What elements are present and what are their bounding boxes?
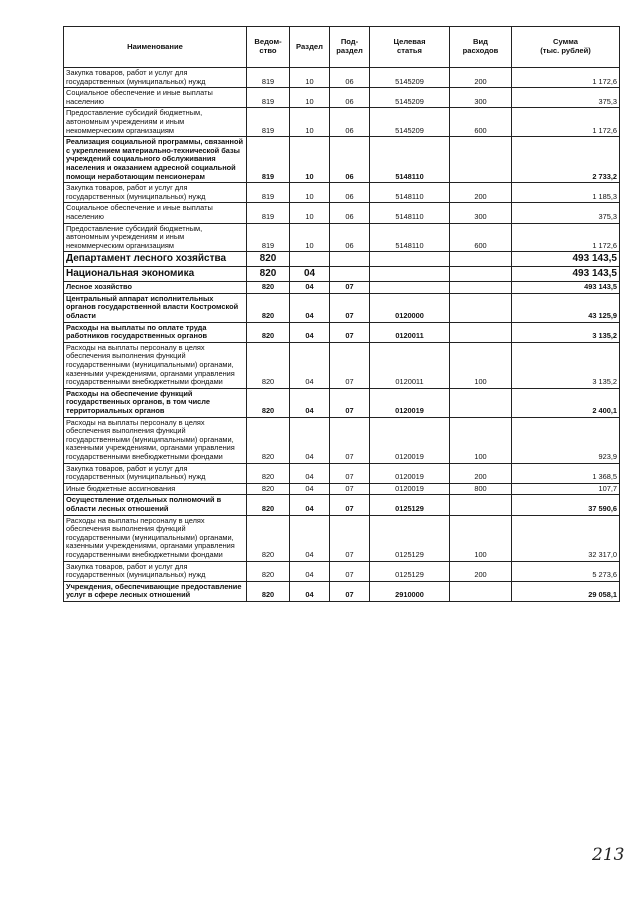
table-row: [64, 137, 620, 183]
cell-name: Закупка товаров, работ и услуг для государственных (муниципальных) нужд: [64, 183, 247, 203]
cell-expense: 200: [450, 463, 512, 483]
cell-dept: 819: [247, 108, 290, 137]
cell-subsection: 07: [330, 581, 370, 601]
cell-target: 5148110: [370, 137, 450, 183]
cell-target: 0125129: [370, 515, 450, 561]
cell-target: 0120011: [370, 322, 450, 342]
cell-dept: 819: [247, 223, 290, 252]
cell-section: 10: [290, 137, 330, 183]
table-row: [64, 515, 620, 561]
cell-expense: [450, 581, 512, 601]
cell-target: 5145209: [370, 88, 450, 108]
cell-sum: 5 273,6: [512, 561, 620, 581]
cell-section: 10: [290, 108, 330, 137]
table-row: [64, 342, 620, 388]
cell-section: 04: [290, 463, 330, 483]
cell-expense: 300: [450, 203, 512, 223]
cell-dept: 820: [247, 282, 290, 294]
header-name: Наименование: [64, 27, 247, 68]
cell-sum: 375,3: [512, 203, 620, 223]
table-row: [64, 252, 620, 267]
cell-target: [370, 267, 450, 282]
cell-target: 0125129: [370, 495, 450, 515]
cell-name: Расходы на выплаты по оплате труда работников государственных органов: [64, 322, 247, 342]
cell-sum: 107,7: [512, 483, 620, 495]
cell-section: 04: [290, 267, 330, 282]
cell-expense: [450, 252, 512, 267]
cell-name: Реализация социальной программы, связанной с укреплением материально-технической базы учреждений социального обслуживания населения и оказанием адресной социальной помощи неработающим пенсионерам: [64, 137, 247, 183]
cell-expense: 100: [450, 417, 512, 463]
cell-section: 04: [290, 322, 330, 342]
cell-expense: 300: [450, 88, 512, 108]
cell-expense: 600: [450, 223, 512, 252]
cell-sum: 493 143,5: [512, 282, 620, 294]
cell-sum: 2 400,1: [512, 388, 620, 417]
table-row: [64, 223, 620, 252]
cell-expense: [450, 388, 512, 417]
cell-name: Социальное обеспечение и иные выплаты населению: [64, 203, 247, 223]
cell-target: 5148110: [370, 203, 450, 223]
cell-subsection: 07: [330, 293, 370, 322]
cell-sum: 493 143,5: [512, 252, 620, 267]
cell-section: 04: [290, 388, 330, 417]
cell-name: Расходы на выплаты персоналу в целях обеспечения выполнения функций государственными (муниципальными) органами, казенными учреждениями, органами управления государственными внебюджетными фондами: [64, 342, 247, 388]
cell-subsection: 07: [330, 515, 370, 561]
cell-subsection: 07: [330, 417, 370, 463]
cell-sum: 29 058,1: [512, 581, 620, 601]
header-target: Целевая статья: [370, 27, 450, 68]
cell-section: 04: [290, 495, 330, 515]
cell-section: 04: [290, 581, 330, 601]
cell-sum: 2 733,2: [512, 137, 620, 183]
cell-sum: 1 172,6: [512, 108, 620, 137]
cell-sum: 493 143,5: [512, 267, 620, 282]
budget-table: [63, 26, 620, 602]
cell-target: 5145209: [370, 68, 450, 88]
cell-dept: 820: [247, 561, 290, 581]
table-row: [64, 88, 620, 108]
cell-sum: 1 172,6: [512, 68, 620, 88]
cell-subsection: 07: [330, 322, 370, 342]
cell-name: Учреждения, обеспечивающие предоставление услуг в сфере лесных отношений: [64, 581, 247, 601]
cell-dept: 820: [247, 417, 290, 463]
cell-name: Предоставление субсидий бюджетным, автономным учреждениям и иным некоммерческим организациям: [64, 223, 247, 252]
table-row: [64, 203, 620, 223]
cell-subsection: 07: [330, 282, 370, 294]
cell-expense: [450, 495, 512, 515]
cell-subsection: [330, 267, 370, 282]
cell-target: 5148110: [370, 183, 450, 203]
cell-subsection: 06: [330, 223, 370, 252]
cell-name: Социальное обеспечение и иные выплаты населению: [64, 88, 247, 108]
table-row: [64, 417, 620, 463]
cell-name: Закупка товаров, работ и услуг для государственных (муниципальных) нужд: [64, 463, 247, 483]
cell-name: Иные бюджетные ассигнования: [64, 483, 247, 495]
cell-name: Закупка товаров, работ и услуг для государственных (муниципальных) нужд: [64, 561, 247, 581]
cell-name: Расходы на обеспечение функций государственных органов, в том числе территориальных органов: [64, 388, 247, 417]
cell-name: Расходы на выплаты персоналу в целях обеспечения выполнения функций государственными (муниципальными) органами, казенными учреждениями, органами управления государственными внебюджетными фондами: [64, 417, 247, 463]
cell-sum: 3 135,2: [512, 322, 620, 342]
cell-name: Расходы на выплаты персоналу в целях обеспечения выполнения функций государственными (муниципальными) органами, казенными учреждениями, органами управления государственными внебюджетными фондами: [64, 515, 247, 561]
cell-target: 0120019: [370, 388, 450, 417]
cell-sum: 1 185,3: [512, 183, 620, 203]
table-row: [64, 282, 620, 294]
header-dept: Ведом- ство: [247, 27, 290, 68]
cell-section: 04: [290, 515, 330, 561]
cell-expense: 800: [450, 483, 512, 495]
table-header-row: [64, 27, 620, 68]
cell-name: Осуществление отдельных полномочий в области лесных отношений: [64, 495, 247, 515]
cell-sum: 43 125,9: [512, 293, 620, 322]
cell-target: 0120011: [370, 342, 450, 388]
table-row: [64, 322, 620, 342]
cell-section: 04: [290, 282, 330, 294]
cell-dept: 819: [247, 137, 290, 183]
cell-target: 0120019: [370, 417, 450, 463]
table-row: [64, 463, 620, 483]
cell-sum: 923,9: [512, 417, 620, 463]
cell-dept: 819: [247, 68, 290, 88]
cell-expense: [450, 293, 512, 322]
cell-target: 0125129: [370, 561, 450, 581]
cell-subsection: 06: [330, 108, 370, 137]
cell-dept: 820: [247, 252, 290, 267]
cell-dept: 820: [247, 388, 290, 417]
header-section: Раздел: [290, 27, 330, 68]
cell-section: 04: [290, 417, 330, 463]
cell-sum: 375,3: [512, 88, 620, 108]
cell-sum: 37 590,6: [512, 495, 620, 515]
table-row: [64, 293, 620, 322]
table-row: [64, 267, 620, 282]
cell-name: Предоставление субсидий бюджетным, автономным учреждениям и иным некоммерческим организациям: [64, 108, 247, 137]
cell-dept: 820: [247, 581, 290, 601]
header-expense: Вид расходов: [450, 27, 512, 68]
cell-name: Закупка товаров, работ и услуг для государственных (муниципальных) нужд: [64, 68, 247, 88]
cell-section: 10: [290, 68, 330, 88]
cell-section: [290, 252, 330, 267]
cell-dept: 820: [247, 293, 290, 322]
cell-subsection: 07: [330, 483, 370, 495]
cell-subsection: 06: [330, 137, 370, 183]
header-sum: Сумма (тыс. рублей): [512, 27, 620, 68]
cell-name: Национальная экономика: [64, 267, 247, 282]
cell-section: 10: [290, 223, 330, 252]
cell-section: 04: [290, 342, 330, 388]
cell-sum: 1 172,6: [512, 223, 620, 252]
cell-expense: [450, 282, 512, 294]
cell-target: 2910000: [370, 581, 450, 601]
cell-subsection: 07: [330, 463, 370, 483]
cell-dept: 820: [247, 495, 290, 515]
cell-subsection: 07: [330, 495, 370, 515]
cell-subsection: 06: [330, 68, 370, 88]
cell-expense: [450, 322, 512, 342]
cell-target: [370, 282, 450, 294]
table-row: [64, 68, 620, 88]
cell-name: Департамент лесного хозяйства: [64, 252, 247, 267]
cell-dept: 820: [247, 463, 290, 483]
cell-dept: 820: [247, 322, 290, 342]
cell-subsection: 06: [330, 88, 370, 108]
cell-target: [370, 252, 450, 267]
cell-sum: 3 135,2: [512, 342, 620, 388]
cell-expense: [450, 267, 512, 282]
cell-target: 5145209: [370, 108, 450, 137]
cell-dept: 819: [247, 88, 290, 108]
cell-target: 0120019: [370, 483, 450, 495]
table-row: [64, 561, 620, 581]
cell-name: Центральный аппарат исполнительных органов государственной власти Костромской области: [64, 293, 247, 322]
cell-target: 0120019: [370, 463, 450, 483]
cell-expense: 600: [450, 108, 512, 137]
cell-subsection: 06: [330, 203, 370, 223]
cell-subsection: 06: [330, 183, 370, 203]
table-row: [64, 483, 620, 495]
table-row: [64, 108, 620, 137]
cell-section: 10: [290, 183, 330, 203]
cell-expense: 200: [450, 561, 512, 581]
cell-section: 04: [290, 293, 330, 322]
cell-section: 04: [290, 483, 330, 495]
page-number: 213: [592, 845, 625, 865]
cell-expense: 100: [450, 515, 512, 561]
table-row: [64, 581, 620, 601]
cell-expense: 200: [450, 68, 512, 88]
header-subsection: Под- раздел: [330, 27, 370, 68]
cell-sum: 32 317,0: [512, 515, 620, 561]
cell-subsection: 07: [330, 561, 370, 581]
cell-name: Лесное хозяйство: [64, 282, 247, 294]
table-body: [64, 68, 620, 602]
table-row: [64, 495, 620, 515]
cell-section: 10: [290, 88, 330, 108]
table-row: [64, 183, 620, 203]
cell-target: 0120000: [370, 293, 450, 322]
cell-dept: 820: [247, 342, 290, 388]
cell-expense: [450, 137, 512, 183]
cell-dept: 820: [247, 483, 290, 495]
table-row: [64, 388, 620, 417]
cell-target: 5148110: [370, 223, 450, 252]
cell-dept: 819: [247, 183, 290, 203]
cell-subsection: [330, 252, 370, 267]
cell-section: 10: [290, 203, 330, 223]
cell-dept: 820: [247, 515, 290, 561]
cell-expense: 200: [450, 183, 512, 203]
cell-subsection: 07: [330, 388, 370, 417]
cell-sum: 1 368,5: [512, 463, 620, 483]
cell-subsection: 07: [330, 342, 370, 388]
cell-dept: 819: [247, 203, 290, 223]
cell-section: 04: [290, 561, 330, 581]
cell-dept: 820: [247, 267, 290, 282]
cell-expense: 100: [450, 342, 512, 388]
